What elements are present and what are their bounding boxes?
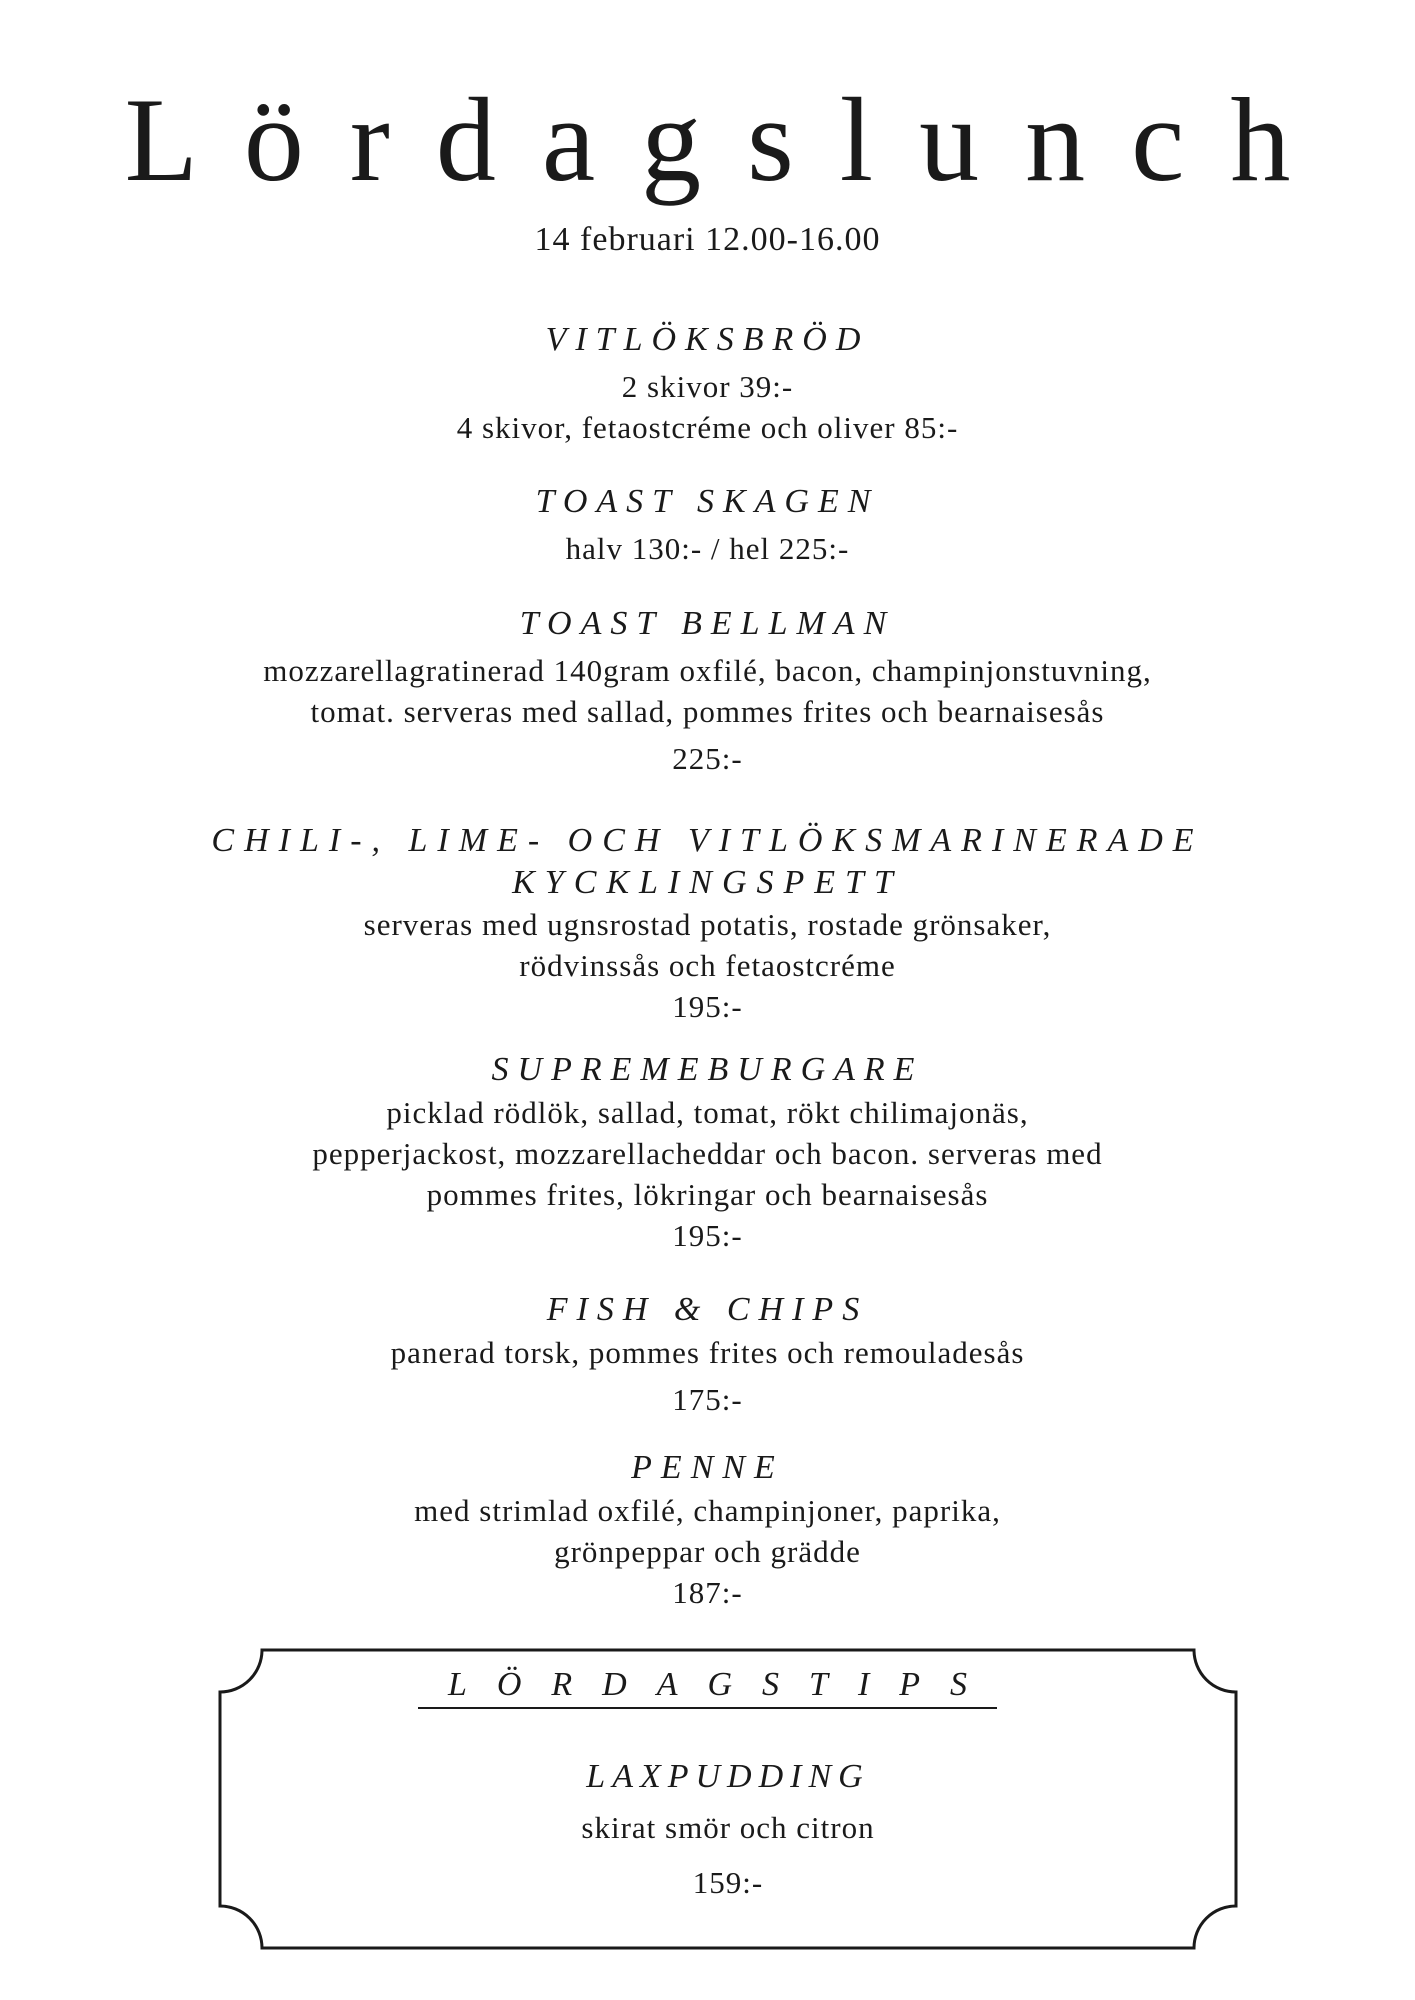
dish-description: serveras med ugnsrostad potatis, rostade grönsaker, (363, 907, 1052, 942)
tips-dish (218, 1755, 1238, 1903)
dish-name: CHILI-, LIME- OCH VITLÖKSMARINERADE (211, 822, 1204, 859)
dish-price: 225:- (672, 741, 743, 776)
dish-price: 187:- (672, 1575, 743, 1610)
dish-price: 195:- (672, 989, 743, 1024)
dish-name: SUPREMEBURGARE (491, 1051, 924, 1088)
dish-name: KYCKLINGSPETT (512, 864, 903, 901)
dish-description: rödvinssås och fetaostcréme (519, 948, 896, 983)
menu-item-kycklingspett (180, 820, 1235, 1027)
tips-heading (0, 1663, 1415, 1709)
dish-option: 4 skivor, fetaostcréme och oliver 85:- (456, 410, 959, 445)
tips-heading-text: LÖRDAGSTIPS (418, 1663, 997, 1709)
menu-item-vitloksbrod (180, 318, 1235, 448)
menu-item-toast-skagen (180, 480, 1235, 569)
menu-item-supremeburgare (180, 1048, 1235, 1256)
dish-name: VITLÖKSBRÖD (545, 321, 870, 358)
dish-description: med strimlad oxfilé, champinjoner, paprika, (414, 1493, 1001, 1528)
dish-name: TOAST SKAGEN (535, 483, 880, 520)
menu-item-penne (180, 1446, 1235, 1613)
dish-price: 175:- (672, 1382, 743, 1417)
dish-description: picklad rödlök, sallad, tomat, rökt chilimajonäs, (386, 1095, 1029, 1130)
date-time-subtitle: 14 februari 12.00-16.00 (534, 221, 881, 258)
dish-description: pommes frites, lökringar och bearnaisesås (426, 1177, 989, 1212)
menu-item-toast-bellman (180, 602, 1235, 779)
menu-item-fish-and-chips (180, 1288, 1235, 1420)
dish-description: pepperjackost, mozzarellacheddar och bacon. serveras med (312, 1136, 1103, 1171)
page-title: Lördagslunch (124, 73, 1337, 206)
dish-description: skirat smör och citron (581, 1810, 875, 1845)
dish-price: 159:- (692, 1865, 764, 1900)
dish-price: 195:- (672, 1218, 743, 1253)
dish-name: PENNE (631, 1449, 784, 1486)
dish-description: panerad torsk, pommes frites och remouladesås (390, 1335, 1025, 1370)
dish-option: 2 skivor 39:- (621, 369, 794, 404)
dish-description: grönpeppar och grädde (554, 1534, 861, 1569)
dish-description: mozzarellagratinerad 140gram oxfilé, bacon, champinjonstuvning, (263, 653, 1152, 688)
dish-name: LAXPUDDING (586, 1758, 870, 1795)
dish-description: tomat. serveras med sallad, pommes frites och bearnaisesås (310, 694, 1105, 729)
dish-option: halv 130:- / hel 225:- (565, 531, 850, 566)
dish-name: TOAST BELLMAN (519, 605, 896, 642)
dish-name: FISH & CHIPS (546, 1291, 869, 1328)
